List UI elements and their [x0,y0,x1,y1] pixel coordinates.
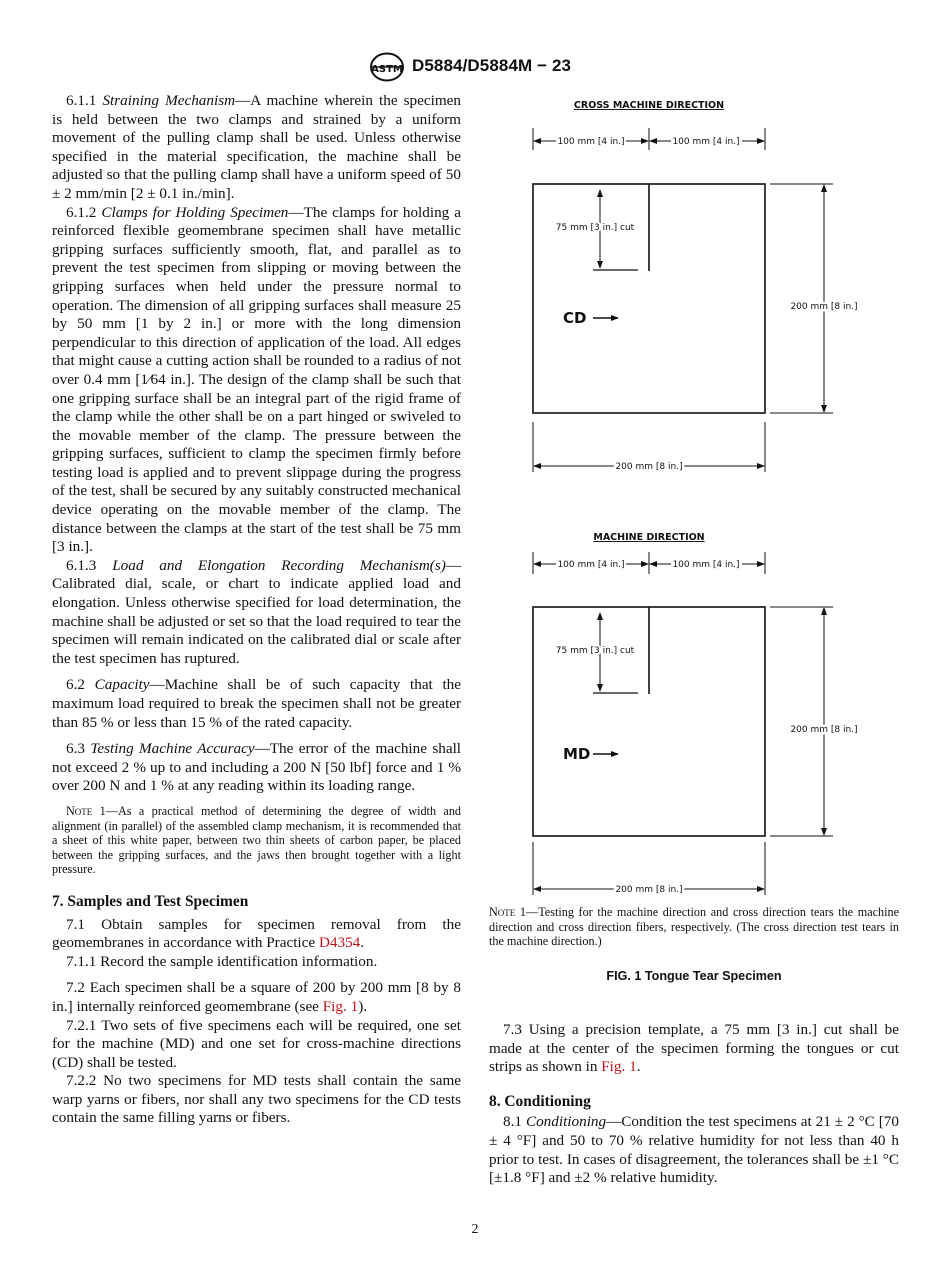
paragraph-text: 7.1 Obtain samples for specimen removal from the geomembranes in accordance with Practice [52,915,461,952]
paragraph-body: —The error of the machine shall not exceed 2 % up to and including a 200 N [50 lbf] force and 1 % over 200 N and 1 % at any reading within its loading range. [52,740,462,795]
document-designation: D5884/D5884M − 23 [412,56,572,75]
paragraph-body: —A machine wherein the specimen is held between the two clamps and strained by a uniform movement of the pulling clamp shall be used. Unless otherwise specified in the material specification, the machine shall be adjusted so that the pulling clamp shall have a uniform speed of 50 ± 2 mm/min [2 ± 0.1 in./min]. [52,92,461,202]
logo-lettering: ASTM [371,64,403,75]
figure-caption: FIG. 1 Tongue Tear Specimen [606,969,782,983]
md-title: MACHINE DIRECTION [593,532,705,543]
paragraph-body: —Condition the test specimens at 21 ± 2 °C [70 ± 4 °F] and 50 to 70 % relative humidity for not less than 40 h prior to test. In cases of disagreement, the tolerances shall be ±1 °C [±1.8 °F] and ±2 % relative humidity. [489,1113,899,1187]
paragraph-title: Conditioning [525,1113,607,1131]
paragraph-8-1 [489,1113,899,1187]
figure-1 [489,92,899,907]
paragraph-6-1-2 [52,204,461,557]
cd-side-dimension: 200 mm [8 in.] [790,302,858,312]
left-column [52,92,461,1128]
note-body: —As a practical method of determining the degree of width and alignment (in parallel) of the assembled clamp mechanism, it is recommended that a sheet of this white paper, between two thin sheets of carbon paper, be placed between the gripping surfaces, and the jaws then brought together with a light pressure. [52,803,462,877]
fig-1-link[interactable]: Fig. 1 [322,997,359,1015]
paragraph-6-2 [52,676,461,732]
right-column-text [489,1021,899,1188]
paragraph-6-3 [52,740,461,796]
paragraph-text: 7.3 Using a precision template, a 75 mm [3 in.] cut shall be made at the center of the specimen forming the tongues or cut strips as shown in [489,1021,899,1076]
astm-logo [369,52,405,82]
section-number: 8.1 [503,1113,522,1131]
paragraph-text: ). [358,997,368,1015]
md-cut-dimension: 75 mm [3 in.] cut [555,646,635,656]
section-number: 6.1.3 [66,556,97,574]
cd-title: CROSS MACHINE DIRECTION [573,100,725,111]
section-number: 6.2 [66,676,85,694]
fig-1-link[interactable]: Fig. 1 [601,1058,637,1076]
paragraph-title: Clamps for Holding Specimen [101,203,289,221]
cd-top-left-dimension: 100 mm [4 in.] [557,137,625,147]
cd-cut-dimension: 75 mm [3 in.] cut [555,223,635,233]
md-diagram [533,532,858,895]
paragraph-7-2-2: 7.2.2 No two specimens for MD tests shall contain the same warp yarns or fibers, nor shall any two specimens for the CD tests contain the same filling yarns or fibers. [52,1072,461,1127]
paragraph-7-1-1: 7.1.1 Record the sample identification information. [66,952,378,970]
note-label: Note 1 [66,803,106,818]
md-top-left-dimension: 100 mm [4 in.] [557,560,625,570]
paragraph-title: Capacity [94,676,150,694]
paragraph-body: —Machine shall be of such capacity that the maximum load required to break the specimen shall not be greater than 85 % or less than 15 % of the rated capacity. [52,676,462,731]
section-number: 6.3 [66,740,85,758]
tongue-tear-diagrams [489,92,899,902]
section-number: 6.1.1 [66,92,97,109]
figure-note [489,905,899,949]
paragraph-7-2-1: 7.2.1 Two sets of five specimens each will be required, one set for the machine (MD) and one set for cross-machine directions (CD) shall be tested. [52,1016,461,1071]
paragraph-body: —The clamps for holding a reinforced flexible geomembrane specimen shall have metallic gripping surfaces sufficiently smooth, flat, and parallel as to prevent the test specimen from slipping or moving between the gripping surfaces when held under the pressure normal to operation. The dimension of all gripping surfaces shall measure 25 by 50 mm [1 by 2 in.] or more with the long dimension perpendicular to this direction of application of the load. All edges that might cause a cutting action shall be rounded to a radius of not over 0.4 mm [1⁄64 in.]. The design of the clamp shall be such that one gripping surface shall be an integral part of the rigid frame of the clamp while the other shall be on a part hinged or swiveled to the movable member of the clamp. The pressure between the gripping surfaces, sufficient to clamp the specimen firmly before testing load is applied and to prevent slippage during the progress of the test, shall be secured by any suitably constructed mechanical device operating on the movable member of the clamp. The distance between the clamps at the start of the test shall be 75 mm [3 in.]. [52,203,461,556]
md-side-dimension: 200 mm [8 in.] [790,725,858,735]
paragraph-text: . [360,934,365,952]
paragraph-text: 7.2 Each specimen shall be a square of 200 by 200 mm [8 by 8 in.] internally reinforced geomembrane (see [52,979,461,1015]
note-label: Note 1 [489,905,527,919]
paragraph-6-1-1 [52,92,461,204]
note-1 [52,804,461,877]
md-top-right-dimension: 100 mm [4 in.] [672,560,740,570]
cd-diagram [533,100,858,472]
section-8-heading: 8. Conditioning [489,1092,591,1110]
section-7-heading: 7. Samples and Test Specimen [52,892,249,910]
paragraph-body: —Calibrated dial, scale, or chart to indicate applied load and elongation. Unless otherwise specified for load determination, the machine shall be adjusted or set so that the load required to tear the specimen will remain indicated on the calibrated dial or scale after the test specimen has ruptured. [52,556,462,667]
page-number: 2 [471,1222,479,1237]
cd-bottom-dimension: 200 mm [8 in.] [615,462,683,472]
paragraph-title: Straining Mechanism [102,92,236,109]
paragraph-7-2 [52,979,461,1016]
paragraph-title: Load and Elongation Recording Mechanism(s) [112,556,446,574]
paragraph-6-1-3 [52,557,461,669]
d4354-link[interactable]: D4354 [318,934,361,952]
cd-top-right-dimension: 100 mm [4 in.] [672,137,740,147]
md-direction-label: MD [563,745,591,763]
note-body: —Testing for the machine direction and cross direction tears the machine direction and cross direction fibers, respectively. (The cross direction test tears in the machine direction.) [489,905,899,949]
cd-direction-label: CD [563,309,587,327]
paragraph-title: Testing Machine Accuracy [90,740,255,758]
md-bottom-dimension: 200 mm [8 in.] [615,885,683,895]
section-number: 6.1.2 [66,203,97,221]
paragraph-7-1 [52,916,461,953]
paragraph-7-3 [489,1021,899,1077]
page-header [0,50,950,86]
paragraph-text: . [636,1058,641,1076]
